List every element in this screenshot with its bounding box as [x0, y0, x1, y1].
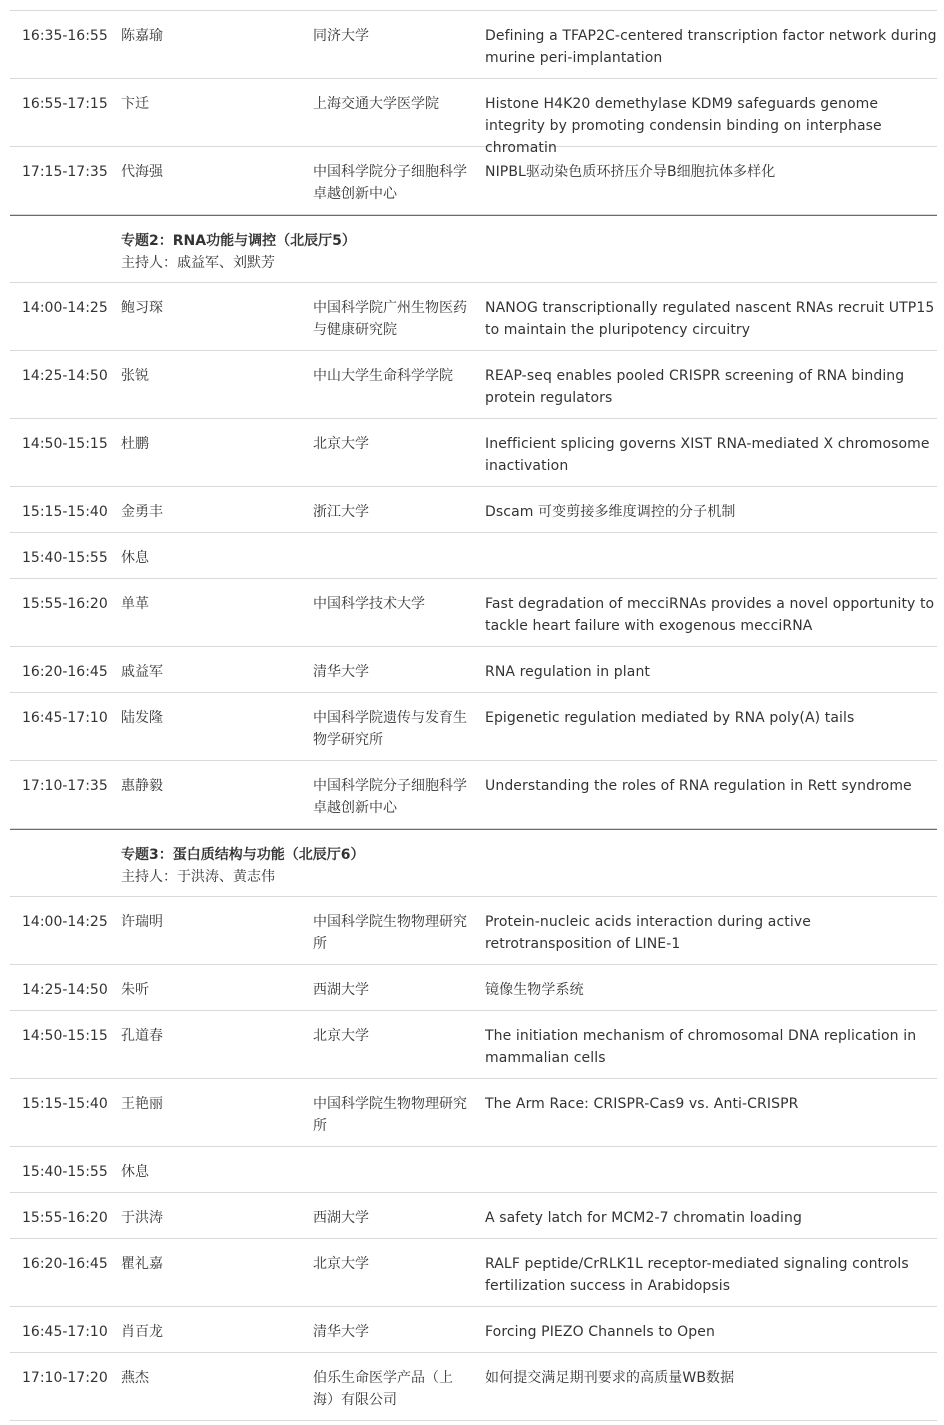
institution: 清华大学 [313, 1324, 369, 1340]
table-row [10, 1307, 937, 1353]
time-slot: 16:55-17:15 [22, 96, 108, 112]
talk-title: Fast degradation of mecciRNAs provides a novel opportunity to tackle heart failure with exogenous mecciRNA [485, 596, 935, 634]
time-slot: 14:25-14:50 [22, 368, 108, 384]
speaker-name: 休息 [121, 550, 149, 566]
talk-title: Epigenetic regulation mediated by RNA poly(A) tails [485, 710, 855, 726]
talk-title: RALF peptide/CrRLK1L receptor-mediated signaling controls fertilization success in Arabidopsis [485, 1256, 909, 1294]
time-slot: 15:40-15:55 [22, 550, 108, 566]
institution: 中山大学生命科学学院 [313, 368, 453, 384]
talk-title: Defining a TFAP2C-centered transcription factor network during murine peri-implantation [485, 28, 937, 66]
talk-title: A safety latch for MCM2-7 chromatin loading [485, 1210, 802, 1226]
time-slot: 17:10-17:35 [22, 778, 108, 794]
institution: 中国科学院生物物理研究所 [313, 914, 467, 952]
talk-title: The initiation mechanism of chromosomal DNA replication in mammalian cells [485, 1028, 917, 1066]
talk-title: 镜像生物学系统 [485, 982, 584, 998]
session-title: 专题2：RNA功能与调控（北辰厅5） [121, 233, 356, 249]
talk-title: Forcing PIEZO Channels to Open [485, 1324, 715, 1340]
talk-title: Histone H4K20 demethylase KDM9 safeguards genome integrity by promoting condensin binding on interphase chromatin [485, 96, 882, 156]
speaker-name: 燕杰 [121, 1370, 149, 1386]
time-slot: 14:00-14:25 [22, 300, 108, 316]
talk-title: The Arm Race: CRISPR-Cas9 vs. Anti-CRISPR [485, 1096, 799, 1112]
speaker-name: 休息 [121, 1164, 149, 1180]
speaker-name: 鲍习琛 [121, 300, 163, 316]
table-row [10, 1011, 937, 1079]
talk-title: Protein-nucleic acids interaction during active retrotransposition of LINE-1 [485, 914, 811, 952]
institution: 中国科学院生物物理研究所 [313, 1096, 467, 1134]
speaker-name: 杜鹏 [121, 436, 149, 452]
table-row [10, 761, 937, 829]
table-row [10, 79, 937, 156]
institution: 伯乐生命医学产品（上海）有限公司 [313, 1370, 453, 1408]
time-slot: 16:35-16:55 [22, 28, 108, 44]
table-row [10, 897, 937, 965]
table-row [10, 351, 937, 419]
table-row [10, 579, 937, 647]
speaker-name: 肖百龙 [121, 1324, 163, 1340]
talk-title: RNA regulation in plant [485, 664, 651, 680]
time-slot: 16:45-17:10 [22, 710, 108, 726]
institution: 中国科学院分子细胞科学卓越创新中心 [313, 164, 467, 202]
table-row [10, 283, 937, 351]
time-slot: 16:20-16:45 [22, 1256, 108, 1272]
time-slot: 15:15-15:40 [22, 504, 108, 520]
institution: 北京大学 [313, 1256, 369, 1272]
time-slot: 14:25-14:50 [22, 982, 108, 998]
schedule-table [10, 0, 937, 1421]
speaker-name: 许瑞明 [121, 914, 163, 930]
speaker-name: 瞿礼嘉 [121, 1256, 163, 1272]
speaker-name: 金勇丰 [121, 504, 163, 520]
table-row [10, 1353, 937, 1421]
table-row [10, 11, 937, 79]
table-row [10, 419, 937, 487]
institution: 同济大学 [313, 28, 369, 44]
time-slot: 17:15-17:35 [22, 164, 108, 180]
table-row [10, 647, 937, 693]
time-slot: 15:40-15:55 [22, 1164, 108, 1180]
time-slot: 15:55-16:20 [22, 1210, 108, 1226]
session-header [10, 215, 937, 283]
time-slot: 16:45-17:10 [22, 1324, 108, 1340]
time-slot: 15:55-16:20 [22, 596, 108, 612]
session-hosts: 主持人：于洪涛、黄志伟 [121, 869, 275, 885]
institution: 浙江大学 [313, 504, 369, 520]
time-slot: 14:50-15:15 [22, 436, 108, 452]
table-row [10, 1239, 937, 1307]
institution: 清华大学 [313, 664, 369, 680]
table-row [10, 1147, 937, 1193]
institution: 北京大学 [313, 436, 369, 452]
speaker-name: 朱听 [121, 982, 149, 998]
speaker-name: 代海强 [121, 164, 163, 180]
speaker-name: 陈嘉瑜 [121, 28, 163, 44]
speaker-name: 陆发隆 [121, 710, 163, 726]
time-slot: 14:50-15:15 [22, 1028, 108, 1044]
speaker-name: 孔道春 [121, 1028, 163, 1044]
table-row [10, 1079, 937, 1147]
speaker-name: 王艳丽 [121, 1096, 163, 1112]
institution: 中国科学技术大学 [313, 596, 425, 612]
session-title: 专题3：蛋白质结构与功能（北辰厅6） [121, 847, 365, 863]
table-row [10, 147, 937, 215]
institution: 北京大学 [313, 1028, 369, 1044]
institution: 西湖大学 [313, 982, 369, 998]
talk-title: Dscam 可变剪接多维度调控的分子机制 [485, 504, 736, 520]
speaker-name: 惠静毅 [121, 778, 163, 794]
talk-title: Understanding the roles of RNA regulation in Rett syndrome [485, 778, 912, 794]
speaker-name: 单革 [121, 596, 149, 612]
institution: 中国科学院分子细胞科学卓越创新中心 [313, 778, 467, 816]
session-hosts: 主持人：戚益军、刘默芳 [121, 255, 275, 271]
talk-title: REAP-seq enables pooled CRISPR screening of RNA binding protein regulators [485, 368, 905, 406]
talk-title: NIPBL驱动染色质环挤压介导B细胞抗体多样化 [485, 164, 776, 180]
time-slot: 14:00-14:25 [22, 914, 108, 930]
table-row [10, 693, 937, 761]
speaker-name: 卞迁 [121, 96, 149, 112]
institution: 中国科学院广州生物医药与健康研究院 [313, 300, 467, 338]
talk-title: NANOG transcriptionally regulated nascent RNAs recruit UTP15 to maintain the pluripotency circuitry [485, 300, 935, 338]
table-row [10, 965, 937, 1011]
table-row [10, 487, 937, 533]
talk-title: Inefficient splicing governs XIST RNA-mediated X chromosome inactivation [485, 436, 930, 474]
table-row [10, 1193, 937, 1239]
institution: 中国科学院遗传与发育生物学研究所 [313, 710, 467, 748]
speaker-name: 戚益军 [121, 664, 163, 680]
time-slot: 16:20-16:45 [22, 664, 108, 680]
time-slot: 17:10-17:20 [22, 1370, 108, 1386]
session-header [10, 829, 937, 897]
talk-title: 如何提交满足期刊要求的高质量WB数据 [485, 1370, 735, 1386]
speaker-name: 于洪涛 [121, 1210, 163, 1226]
time-slot: 15:15-15:40 [22, 1096, 108, 1112]
institution: 上海交通大学医学院 [313, 96, 439, 112]
institution: 西湖大学 [313, 1210, 369, 1226]
table-row [10, 533, 937, 579]
speaker-name: 张锐 [121, 368, 149, 384]
